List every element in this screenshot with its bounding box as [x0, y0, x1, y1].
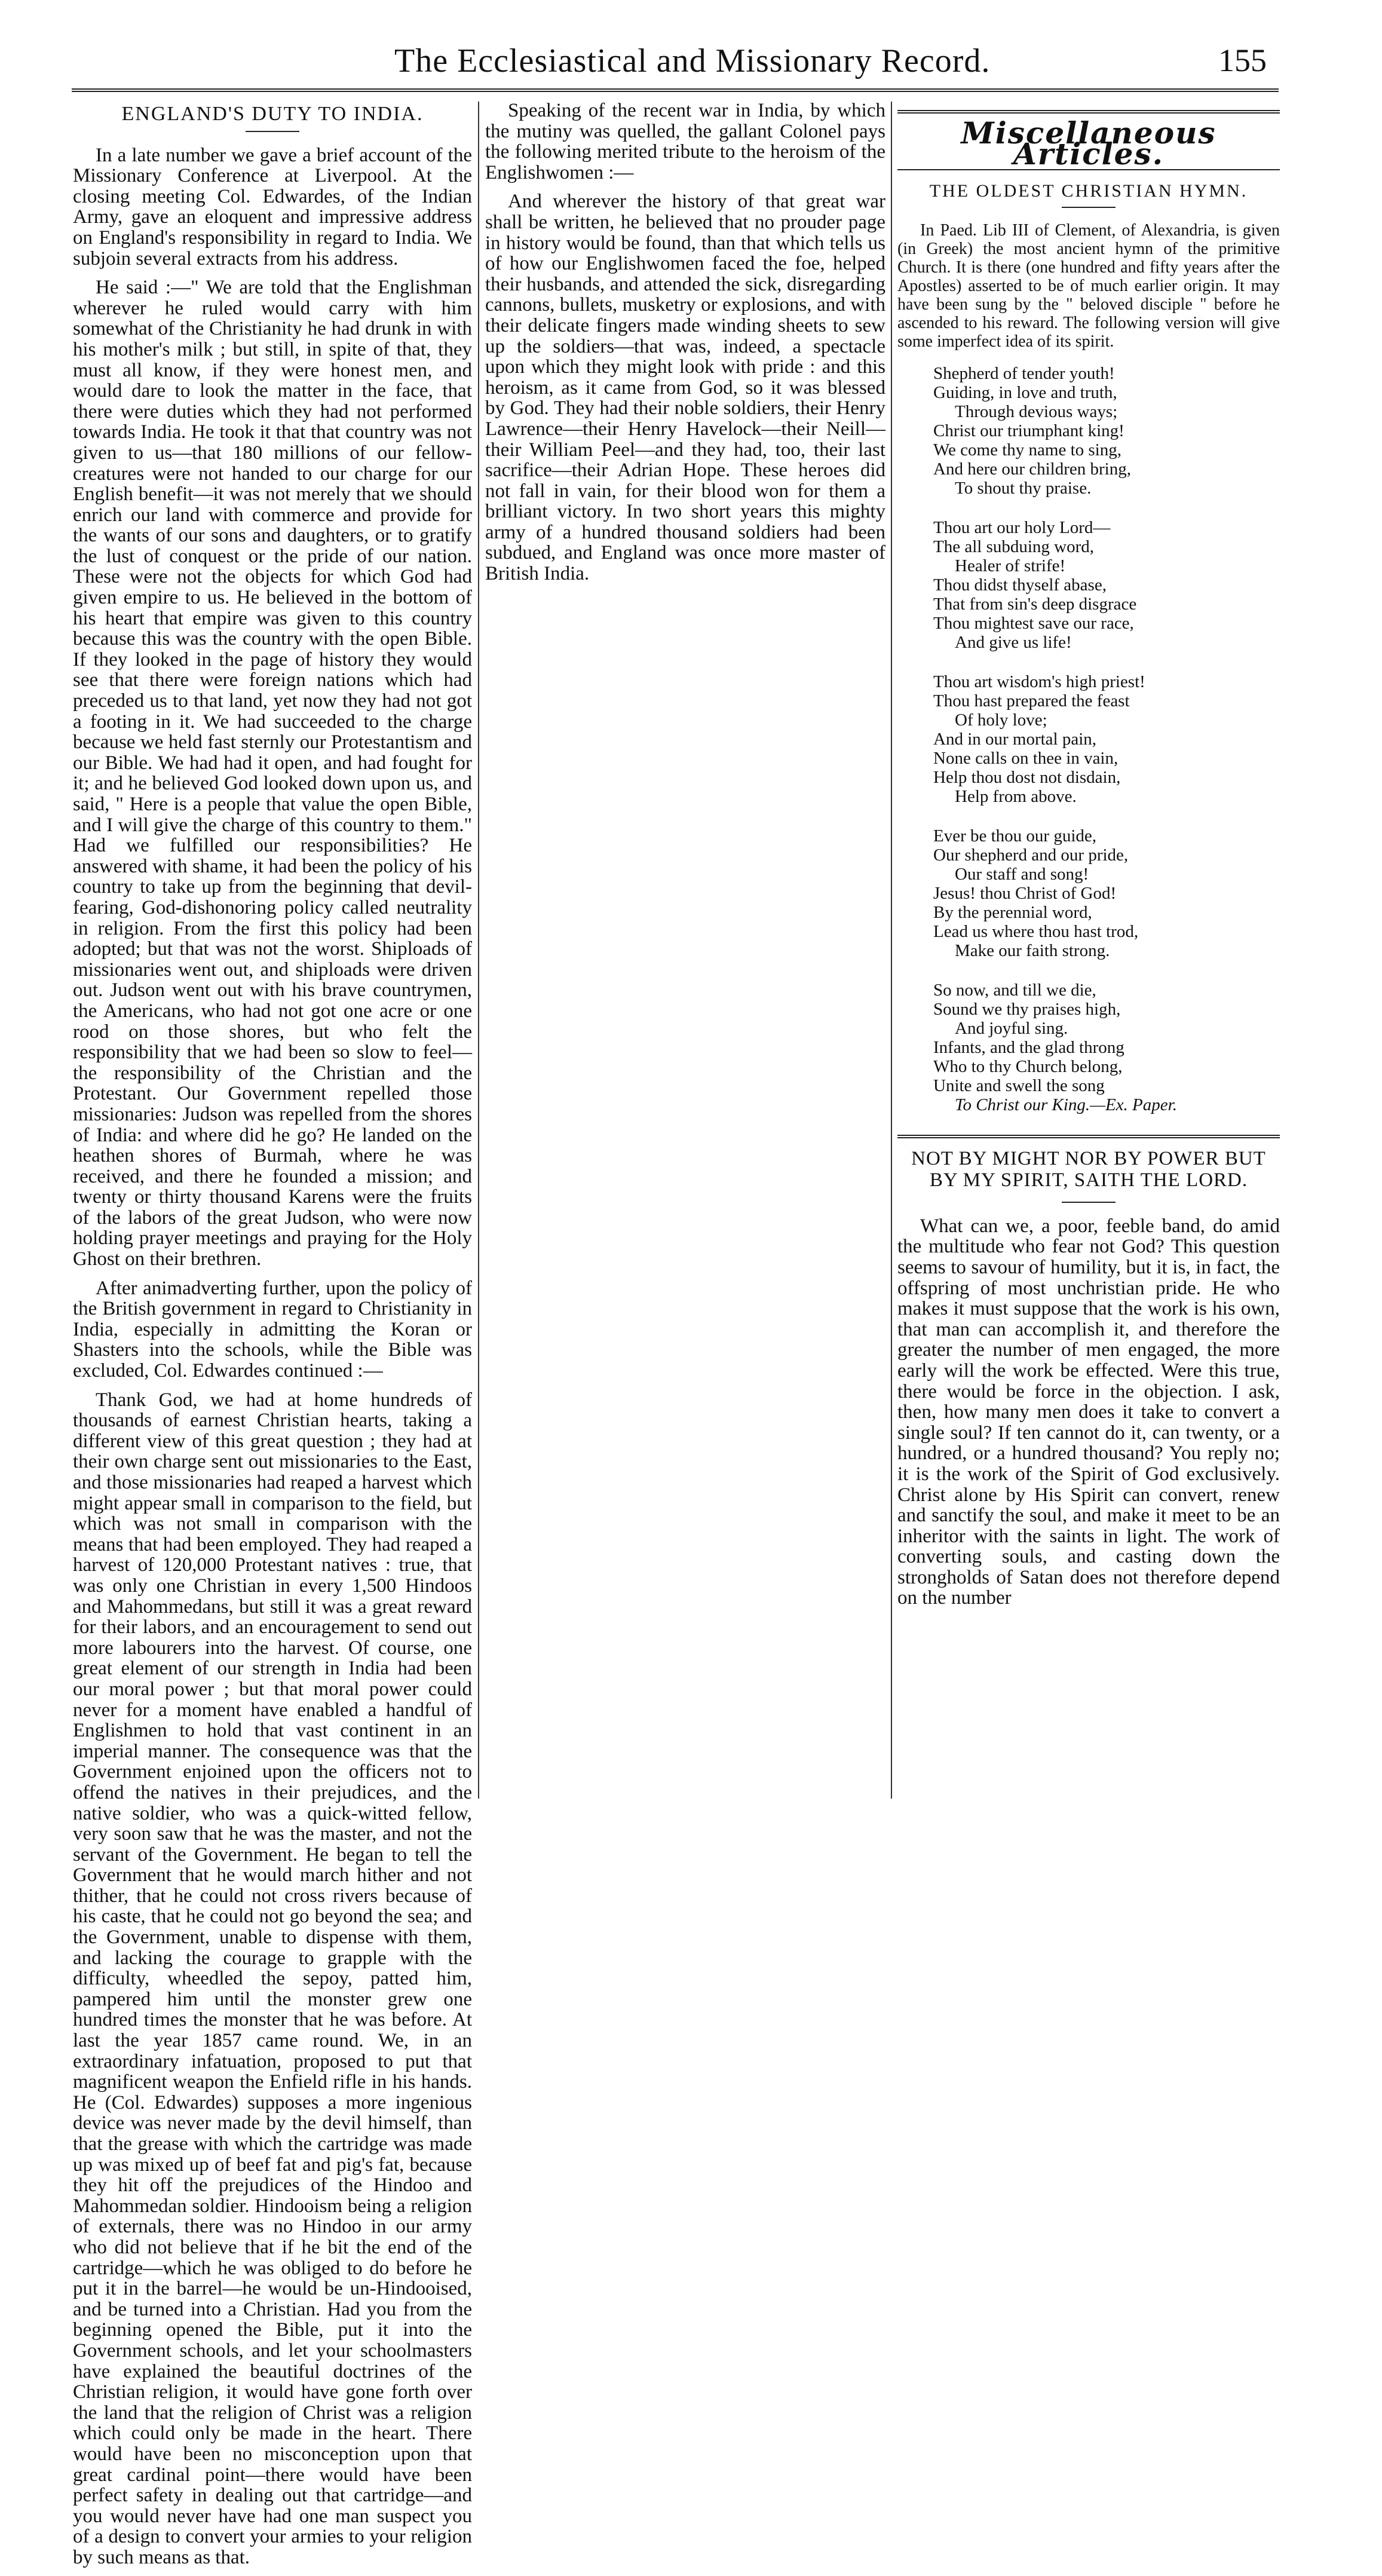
hymn-line: Our shepherd and our pride, [933, 845, 1129, 865]
section-title: Miscellaneous Articles. [961, 115, 1216, 171]
hymn-line: Our staff and song! [955, 864, 1089, 884]
column-left [73, 100, 472, 2576]
hymn-line: Ever be thou our guide, [933, 826, 1097, 846]
page-header [72, 42, 1279, 84]
hymn-line: And give us life! [955, 632, 1072, 652]
hymn-line: So now, and till we die, [933, 980, 1096, 1000]
hymn-line: Help thou dost not disdain, [933, 767, 1121, 787]
column-divider [891, 102, 892, 1799]
article-paragraph: What can we, a poor, feeble band, do amid the multitude who fear not God? This question seems to savour of humility, but it is, in fact, the offspring of most unchristian pride. He who makes it must suppose that the work is his own, that man can accomplish it, and therefore the greater the number of men engaged, the more early will the work be effected. Were this true, there would be force in the objection. I ask, then, how many men does it take to convert a single soul? If ten cannot do it, can twenty, or a hundred, or a hundred thousand? You reply no; it is the work of the Spirit of God exclusively. Christ alone by His Spirit can convert, renew and sanctify the soul, and make it meet to be an inheritor with the saints in light. The work of converting souls, and casting down the strongholds of Satan does not therefore depend on the number [897, 1215, 1280, 1609]
hymn-line: And here our children bring, [933, 459, 1131, 479]
hymn-line: Infants, and the glad throng [933, 1037, 1124, 1057]
hymn-line: To shout thy praise. [955, 478, 1092, 498]
hymn-line: Sound we thy praises high, [933, 999, 1121, 1019]
hymn-line: Shepherd of tender youth! [933, 363, 1115, 383]
heading-rule [1062, 207, 1116, 208]
column-right [897, 100, 1280, 1617]
hymn-line: Unite and swell the song [933, 1076, 1105, 1095]
column-divider [478, 102, 479, 1799]
hymn-line: Thou hast prepared the feast [933, 691, 1130, 710]
hymn-line: That from sin's deep disgrace [933, 594, 1137, 614]
column-middle [485, 100, 885, 593]
hymn-line: To Christ our King.—Ex. Paper. [955, 1095, 1177, 1114]
hymn-line: None calls on thee in vain, [933, 748, 1119, 768]
hymn-line: The all subduing word, [933, 537, 1095, 556]
article-paragraph: Thank God, we had at home hundreds of thousands of earnest Christian hearts, taking a different view of this great question ; they had at their own charge sent out missionaries to the East, and those missionaries had reaped a harvest which might appear small in comparison to the field, but which was not small in comparison with the means that had been employed. They had reaped a harvest of 120,000 Protestant natives : true, that was only one Christian in every 1,500 Hindoos and Mahommedans, but still it was a great reward for their labors, and an encouragement to send out more labourers into the harvest. Of course, one great element of our strength in India had been our moral power ; but that moral power could never for a moment have enabled a handful of Englishmen to hold that vast continent in an imperial manner. The consequence was that the Government enjoined upon the officers not to offend the natives in their prejudices, and the native soldier, who was a quick-witted fellow, very soon saw that he was the master, and not the servant of the Government. He began to tell the Government that he would march hither and not thither, that he could not cross rivers because of his caste, that he could not go beyond the sea; and the Government, unable to dispense with them, and lacking the courage to grapple with the difficulty, wheedled the sepoy, patted him, pampered him until the monster grew one hundred times the monster that he was before. At last the year 1857 came round. We, in an extraordinary infatuation, proposed to put that magnificent weapon the Enfield rifle in his hands. He (Col. Edwardes) supposes a more ingenious device was never made by the devil himself, than that the grease with which the cartridge was made up was mixed up of beef fat and pig's fat, because they hit off the prejudices of the Hindoo and Mahommedan soldier. Hindooism being a religion of externals, there was no Hindoo in our army who did not believe that if he bit the end of the cartridge—which he was obliged to do before he put it in the barrel—he would be un-Hindooised, and be turned into a Christian. Had you from the beginning opened the Bible, put it into the Government schools, and let your schoolmasters have explained the beautiful doctrines of the Christian religion, it would have gone forth over the land that the religion of Christ was a religion which could only be made in the heart. There would have been no misconception upon that great cardinal point—there would have been perfect safety in dealing out that cartridge—and you would never have had one man suspect you of a design to convert your armies to your religion by such means as that. [73, 1389, 472, 2568]
hymn-heading: THE OLDEST CHRISTIAN HYMN. [929, 181, 1248, 201]
hymn-line: Thou art our holy Lord— [933, 517, 1111, 537]
hymn-line: By the perennial word, [933, 902, 1092, 922]
hymn-line: Thou didst thyself abase, [933, 575, 1107, 595]
hymn-line: Guiding, in love and truth, [933, 382, 1117, 402]
section-rule [897, 110, 1280, 114]
hymn-stanza [933, 826, 1280, 960]
hymn-line: Who to thy Church belong, [933, 1056, 1123, 1076]
hymn-line: Thou art wisdom's high priest! [933, 672, 1145, 691]
hymn-line: Make our faith strong. [955, 941, 1110, 960]
hymn-line: Jesus! thou Christ of God! [933, 883, 1117, 903]
article-paragraph: He said :—" We are told that the Englishman wherever he ruled would carry with him somewhat of the Christianity he had drunk in with his mother's milk ; but still, in spite of that, they must all know, if they were honest men, and would dare to look the matter in the face, that there were duties which they had not performed towards India. He took it that that country was not given to us—that 180 millions of our fellow-creatures were not handed to our charge for our English benefit—it was not merely that we should enrich our land with commerce and provide for the wants of our sons and daughters, or to gratify the lust of conquest or the pride of our nation. These were not the objects for which God had given empire to us. He believed in the bottom of his heart that empire was given to this country because this was the country with the open Bible. If they looked in the page of history they would see that there were foreign nations which had preceded us to that land, yet now they had not got a footing in it. We had succeeded to the charge because we held fast sternly our Protestantism and our Bible. We had had it open, and had fought for it; and he believed God looked down upon us, and said, " Here is a people that value the open Bible, and I will give the charge of this country to them." Had we fulfilled our responsibilities? He answered with shame, it had been the policy of his country to take up from the beginning that devil-fearing, God-dishonoring policy called neutrality in religion. From the first this policy had been adopted; but that was not the worst. Shiploads of missionaries went out, and shiploads were driven out. Judson went out with his brave countrymen, the Americans, who had not got one acre or one rood on those shores, but who felt the responsibility that we had been so slow to feel—the responsibility of the Christian and the Protestant. Our Government repelled those missionaries: Judson was repelled from the shores of India: and where did he go? He landed on the heathen shores of Burmah, where he was received, and there he founded a mission; and twenty or thirty thousand Karens were the fruits of the labors of the great Judson, who were now holding prayer meetings and praying for the Holy Ghost on their brethren. [73, 277, 472, 1270]
hymn-line: Lead us where thou hast trod, [933, 921, 1139, 941]
hymn-line: Thou mightest save our race, [933, 613, 1134, 633]
hymn-stanza [933, 981, 1280, 1114]
hymn-line: Healer of strife! [955, 556, 1066, 575]
page-number: 155 [1218, 42, 1267, 78]
hymn-line: Christ our triumphant king! [933, 421, 1124, 440]
hymn-intro: In Paed. Lib III of Clement, of Alexandria, is given (in Greek) the most ancient hymn of the primitive Church. It is there (one hundred and fifty years after the Apostles) asserted to be of much earlier origin. It may have been sung by the " beloved disciple " before he ascended to his reward. The following version will give some imperfect idea of its spirit. [897, 220, 1280, 351]
hymn-line: We come thy name to sing, [933, 440, 1121, 460]
article-paragraph: Speaking of the recent war in India, by which the mutiny was quelled, the gallant Colonel pays the following merited tribute to the heroism of the Englishwomen :— [485, 100, 885, 183]
section-rule [897, 1135, 1280, 1138]
hymn-line: Help from above. [955, 786, 1077, 806]
hymn-stanza [933, 518, 1280, 652]
hymn-line: And joyful sing. [955, 1018, 1068, 1038]
article-paragraph: After animadverting further, upon the policy of the British government in regard to Christianity in India, especially in admitting the Koran or Shasters into the schools, while the Bible was excluded, Col. Edwardes continued :— [73, 1277, 472, 1382]
heading-rule [246, 131, 299, 132]
article-heading: ENGLAND'S DUTY TO INDIA. [121, 103, 424, 125]
journal-title: The Ecclesiastical and Missionary Record. [394, 42, 991, 79]
article-heading: NOT BY MIGHT NOR BY POWER BUT BY MY SPIRIT, SAITH THE LORD. [911, 1147, 1266, 1191]
hymn-stanza [933, 672, 1280, 806]
hymn-line: Through devious ways; [955, 402, 1118, 421]
hymn-stanza [933, 364, 1280, 498]
heading-rule [1062, 1202, 1116, 1203]
article-paragraph: In a late number we gave a brief account of the Missionary Conference at Liverpool. At the closing meeting Col. Edwardes, of the Indian Army, gave an eloquent and impressive address on England's responsibility in regard to India. We subjoin several extracts from his address. [73, 144, 472, 269]
hymn-line: And in our mortal pain, [933, 729, 1097, 749]
header-rule [72, 88, 1279, 92]
hymn-line: Of holy love; [955, 710, 1047, 730]
article-paragraph: And wherever the history of that great war shall be written, he believed that no prouder page in history would be found, than that which tells us of how our Englishwomen faced the foe, helped their husbands, and attended the sick, disregarding cannons, bullets, musketry or explosions, and with their delicate fingers made winding sheets to sew up the soldiers—that was, indeed, a spectacle upon which they might look with pride : and this heroism, as it came from God, so it was blessed by God. They had their noble soldiers, their Henry Lawrence—their Henry Havelock—their Neill—their William Peel—and they had, too, their last sacrifice—their Adrian Hope. These heroes did not fall in vain, for their blood won for them a brilliant victory. In two short years this mighty army of a hundred thousand soldiers had been subdued, and England was once more master of British India. [485, 191, 885, 585]
